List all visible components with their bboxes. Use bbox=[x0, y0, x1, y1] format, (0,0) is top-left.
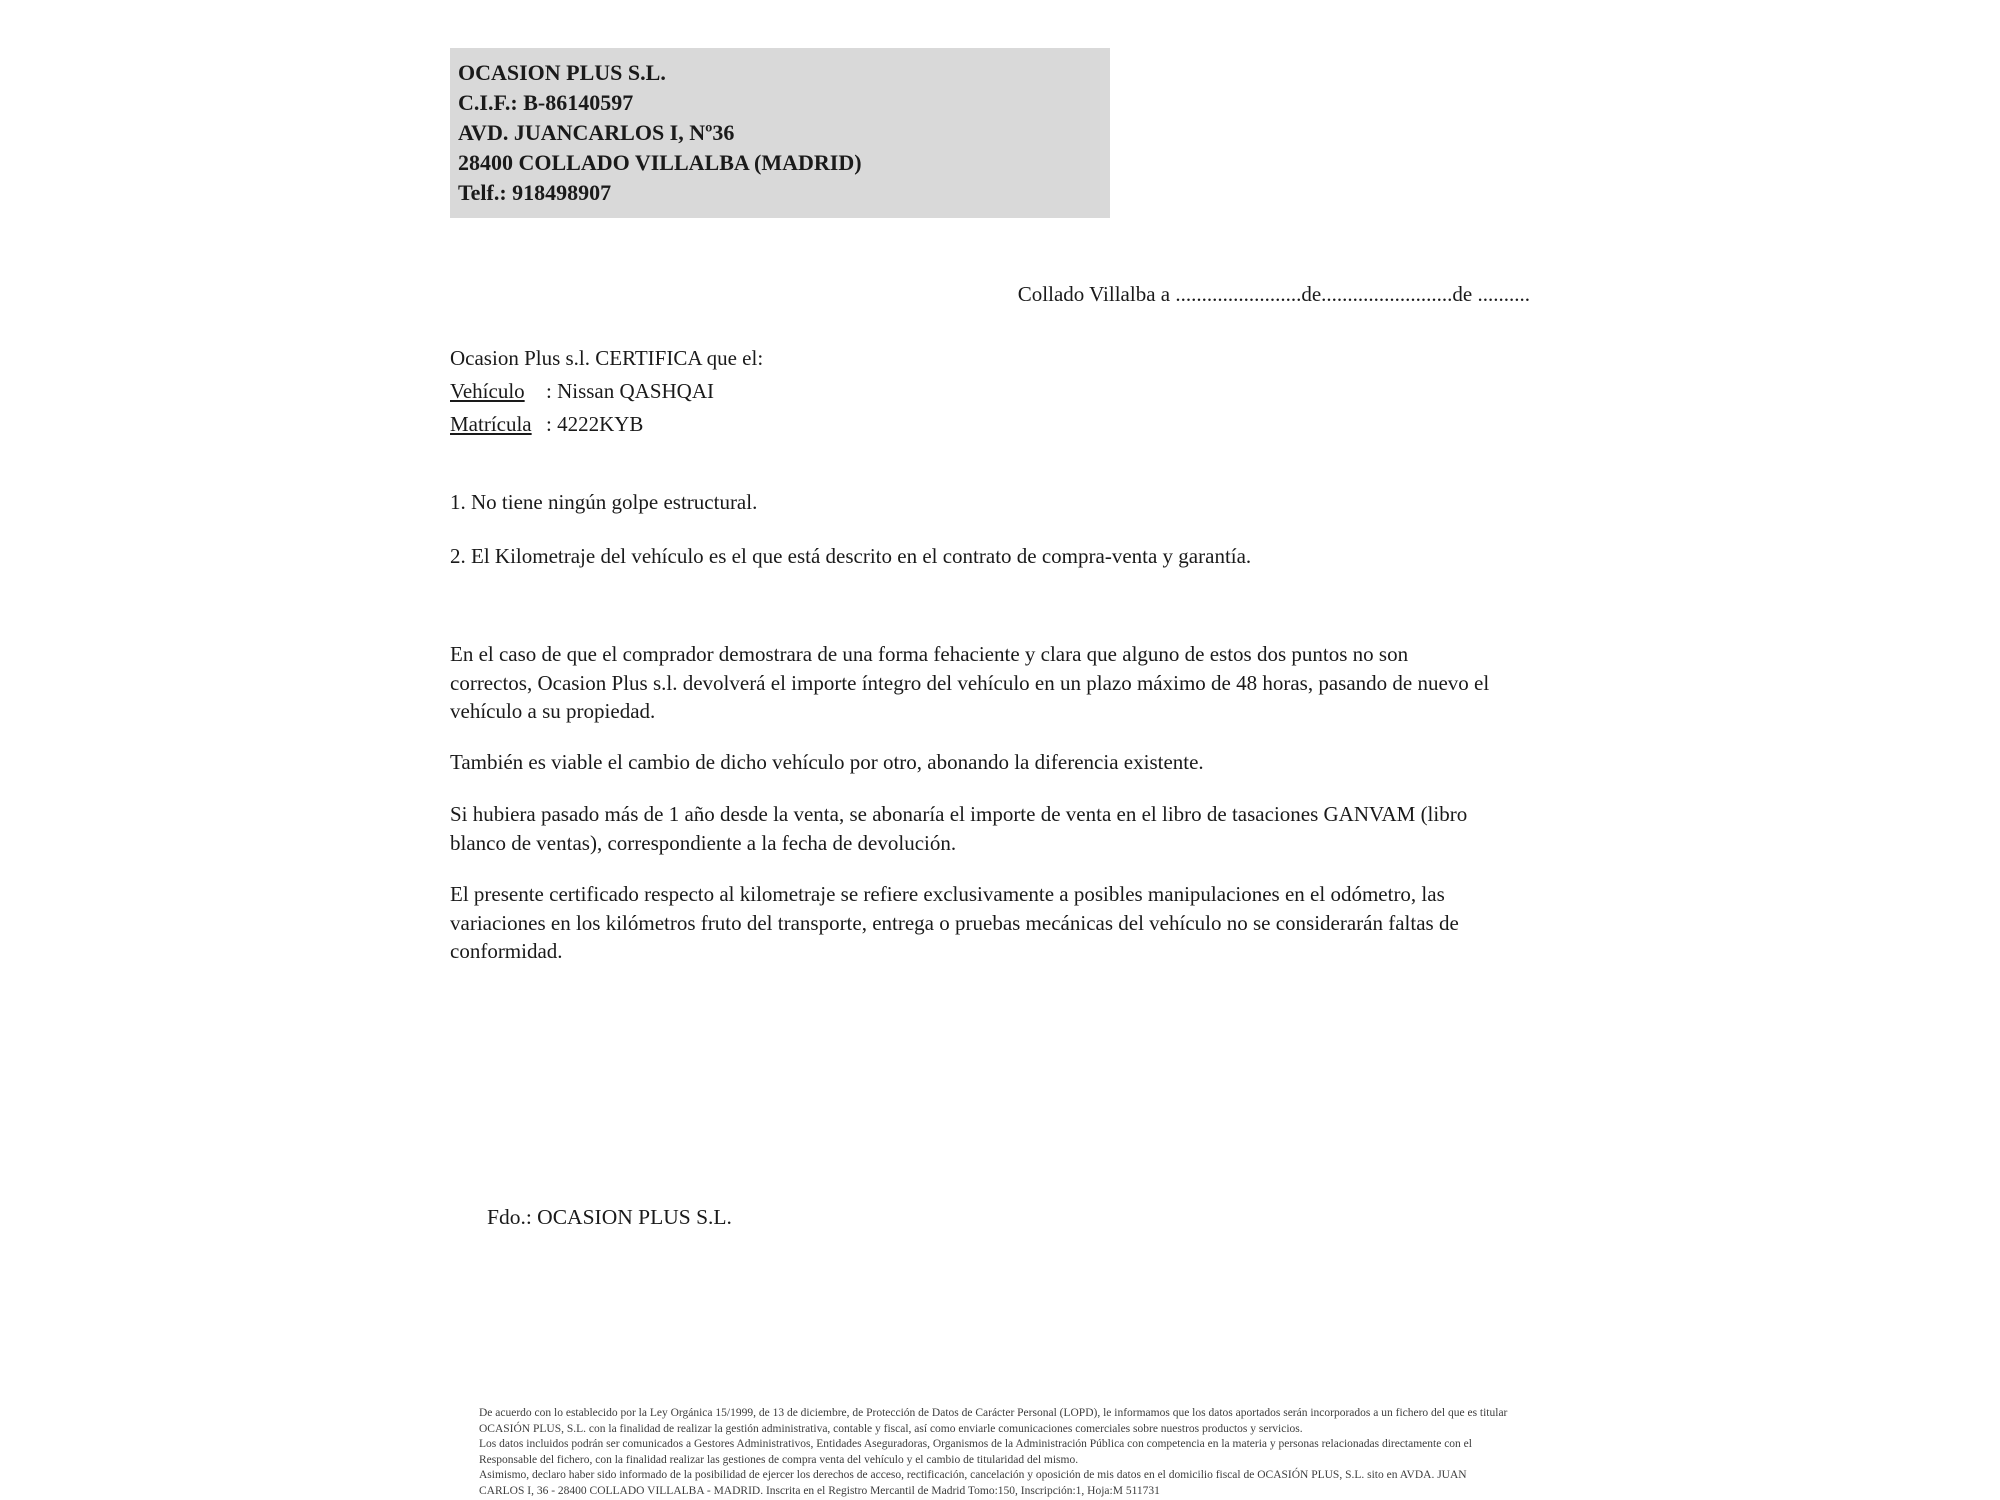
legal-footer bbox=[479, 1406, 1509, 1499]
paragraph-ganvam: Si hubiera pasado más de 1 año desde la venta, se abonaría el importe de venta en el libro de tasaciones GANVAM (libro blanco de ventas), correspondiente a la fecha de devolución. bbox=[450, 802, 1468, 855]
certify-block bbox=[450, 342, 1495, 441]
legal-footer-line-5: Asimismo, declaro haber sido informado de la posibilidad de ejercer los derechos de acceso, rectificación, cancelación y oposición de mis datos en el domicilio fiscal de OCASIÓN PLUS, S.L. sito en AVDA. JUAN bbox=[479, 1469, 1467, 1481]
legal-footer-line-3: Los datos incluidos podrán ser comunicados a Gestores Administrativos, Entidades Aseguradoras, Organismos de la Administración Pública con competencia en la materia y personas relacionadas directamente con el bbox=[479, 1438, 1472, 1450]
legal-footer-line-6: CARLOS I, 36 - 28400 COLLADO VILLALBA - MADRID. Inscrita en el Registro Mercantil de Madrid Tomo:150, Inscripción:1, Hoja:M 511731 bbox=[479, 1484, 1160, 1497]
company-header-box bbox=[450, 48, 1110, 218]
plate-row bbox=[450, 408, 1495, 441]
company-cif: C.I.F.: B-86140597 bbox=[458, 90, 634, 115]
company-phone: Telf.: 918498907 bbox=[458, 180, 612, 205]
condition-point-2: 2. El Kilometraje del vehículo es el que está descrito en el contrato de compra-venta y garantía. bbox=[450, 544, 1252, 568]
certify-intro: Ocasion Plus s.l. CERTIFICA que el: bbox=[450, 346, 764, 370]
company-city: 28400 COLLADO VILLALBA (MADRID) bbox=[458, 150, 862, 175]
legal-footer-line-2: OCASIÓN PLUS, S.L. con la finalidad de realizar la gestión administrativa, contable y fiscal, así como enviarle comunicaciones comerciales sobre nuestros productos y servicios. bbox=[479, 1422, 1303, 1435]
paragraph-odometer: El presente certificado respecto al kilometraje se refiere exclusivamente a posibles manipulaciones en el odómetro, las variaciones en los kilómetros fruto del transporte, entrega o pruebas mecánicas del vehículo no se considerarán faltas de conformidad. bbox=[450, 882, 1459, 963]
legal-footer-line-4: Responsable del fichero, con la finalidad realizar las gestiones de compra venta del vehículo y el cambio de titularidad del mismo. bbox=[479, 1453, 1079, 1466]
legal-footer-line-1: De acuerdo con lo establecido por la Ley Orgánica 15/1999, de 13 de diciembre, de Protección de Datos de Carácter Personal (LOPD), le informamos que los datos aportados serán incorporados a un fichero del que es titular bbox=[479, 1407, 1508, 1419]
vehicle-value: : Nissan QASHQAI bbox=[546, 379, 714, 403]
date-line: Collado Villalba a ........................de.........................de .......... bbox=[1017, 282, 1530, 306]
plate-value: : 4222KYB bbox=[546, 412, 644, 436]
vehicle-row bbox=[450, 375, 1495, 408]
paragraph-exchange: También es viable el cambio de dicho vehículo por otro, abonando la diferencia existente. bbox=[450, 750, 1204, 774]
plate-label: Matrícula bbox=[450, 412, 532, 436]
condition-point-1: 1. No tiene ningún golpe estructural. bbox=[450, 490, 758, 514]
signature-line: Fdo.: OCASION PLUS S.L. bbox=[487, 1205, 732, 1229]
company-address: AVD. JUANCARLOS I, Nº36 bbox=[458, 120, 735, 145]
vehicle-label: Vehículo bbox=[450, 379, 525, 403]
company-name: OCASION PLUS S.L. bbox=[458, 60, 666, 85]
paragraph-refund: En el caso de que el comprador demostrara de una forma fehaciente y clara que alguno de estos dos puntos no son correctos, Ocasion Plus s.l. devolverá el importe íntegro del vehículo en un plazo máximo de 48 horas, pasando de nuevo el vehículo a su propiedad. bbox=[450, 642, 1490, 723]
